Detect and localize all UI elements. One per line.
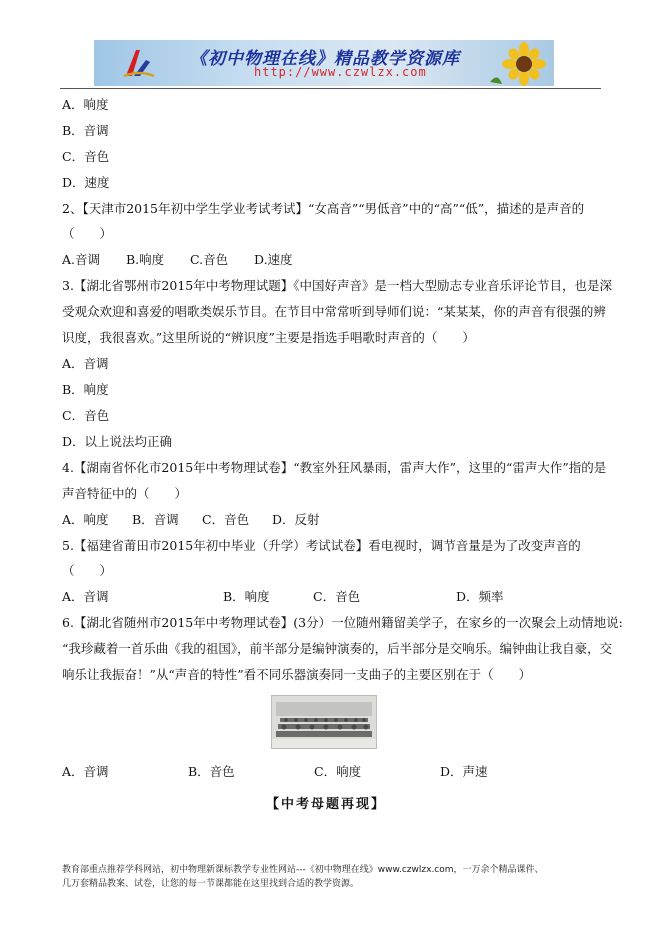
q4-line-1: 4.【湖南省怀化市2015年中考物理试卷】“教室外狂风暴雨，雷声大作”，这里的“雷声大作”指的是	[62, 460, 607, 475]
banner-url: http://www.czwlzx.com	[254, 65, 427, 79]
q4-line-2: 声音特征中的（ ）	[62, 486, 188, 501]
q5-blank: （ ）	[62, 563, 113, 578]
q2-blank: （ ）	[62, 226, 113, 241]
q5-option-a: A．音调	[62, 589, 109, 604]
q3-option-c: C．音色	[62, 408, 110, 423]
logo-icon	[122, 46, 156, 80]
sunflower-icon	[488, 42, 548, 86]
q3-line-1: 3.【湖北省鄂州市2015年中考物理试题】《中国好声音》是一档大型励志专业音乐评论节目，也是深	[62, 278, 612, 293]
q2-text: 2、【天津市2015年初中学生学业考试考试】“女高音”“男低音”中的“高”“低”，描述的是声音的	[62, 201, 585, 216]
header-banner	[94, 40, 554, 86]
q5-text: 5.【福建省莆田市2015年初中毕业（升学）考试试卷】看电视时，调节音量是为了改变声音的	[62, 538, 581, 553]
q5-option-c: C．音色	[313, 589, 361, 604]
q6-line-2: “我珍藏着一首乐曲《我的祖国》，前半部分是编钟演奏的，后半部分是交响乐。编钟曲让我自豪，交	[62, 641, 613, 656]
footer-line-1: 教育部重点推荐学科网站，初中物理新课标教学专业性网站---《初中物理在线》www.czwlzx.com，一万余个精品课件、	[62, 865, 544, 875]
q3-option-a: A．音调	[62, 356, 109, 371]
q6-option-a: A．音调	[62, 764, 109, 779]
q6-option-b: B．音色	[188, 764, 235, 779]
q3-option-d: D．以上说法均正确	[62, 434, 173, 449]
q5-option-d: D．频率	[456, 589, 504, 604]
orchestra-photo	[271, 695, 377, 749]
q3-option-b: B．响度	[62, 382, 109, 397]
q2-option-d: D.速度	[254, 252, 293, 267]
q6-line-1: 6.【湖北省随州市2015年中考物理试卷】(3分）一位随州籍留美学子，在家乡的一次聚会上动情地说:	[62, 615, 623, 630]
q6-option-d: D．声速	[440, 764, 488, 779]
q3-line-2: 受观众欢迎和喜爱的唱歌类娱乐节目。在节目中常常听到导师们说：“某某某，你的声音有很强的辨	[62, 304, 606, 319]
q3-line-3: 识度，我很喜欢。”这里所说的“辨识度”主要是指选手唱歌时声音的（ ）	[62, 330, 475, 345]
header-divider	[60, 88, 601, 89]
q1-option-d: D．速度	[62, 175, 110, 190]
q2-option-a: A.音调	[62, 252, 101, 267]
q1-option-b: B．音调	[62, 123, 109, 138]
orchestra-photo-icon	[272, 696, 376, 748]
q6-option-c: C．响度	[314, 764, 362, 779]
banner-title: 《初中物理在线》精品教学资源库	[190, 49, 460, 69]
q2-option-b: B.响度	[126, 252, 165, 267]
section-title: 【中考母题再现】	[266, 797, 387, 812]
q2-option-c: C.音色	[190, 252, 229, 267]
q4-option-c: C．音色	[202, 512, 250, 527]
q1-option-c: C．音色	[62, 149, 110, 164]
q6-line-3: 响乐让我振奋！”从“声音的特性”看不同乐器演奏同一支曲子的主要区别在于（ ）	[62, 667, 532, 682]
q4-option-b: B．音调	[132, 512, 179, 527]
footer-line-2: 几万套精品教案、试卷，让您的每一节课都能在这里找到合适的教学资源。	[62, 879, 360, 889]
q4-option-a: A．响度	[62, 512, 109, 527]
q5-option-b: B．响度	[223, 589, 270, 604]
q1-option-a: A．响度	[62, 97, 109, 112]
q4-option-d: D．反射	[272, 512, 320, 527]
